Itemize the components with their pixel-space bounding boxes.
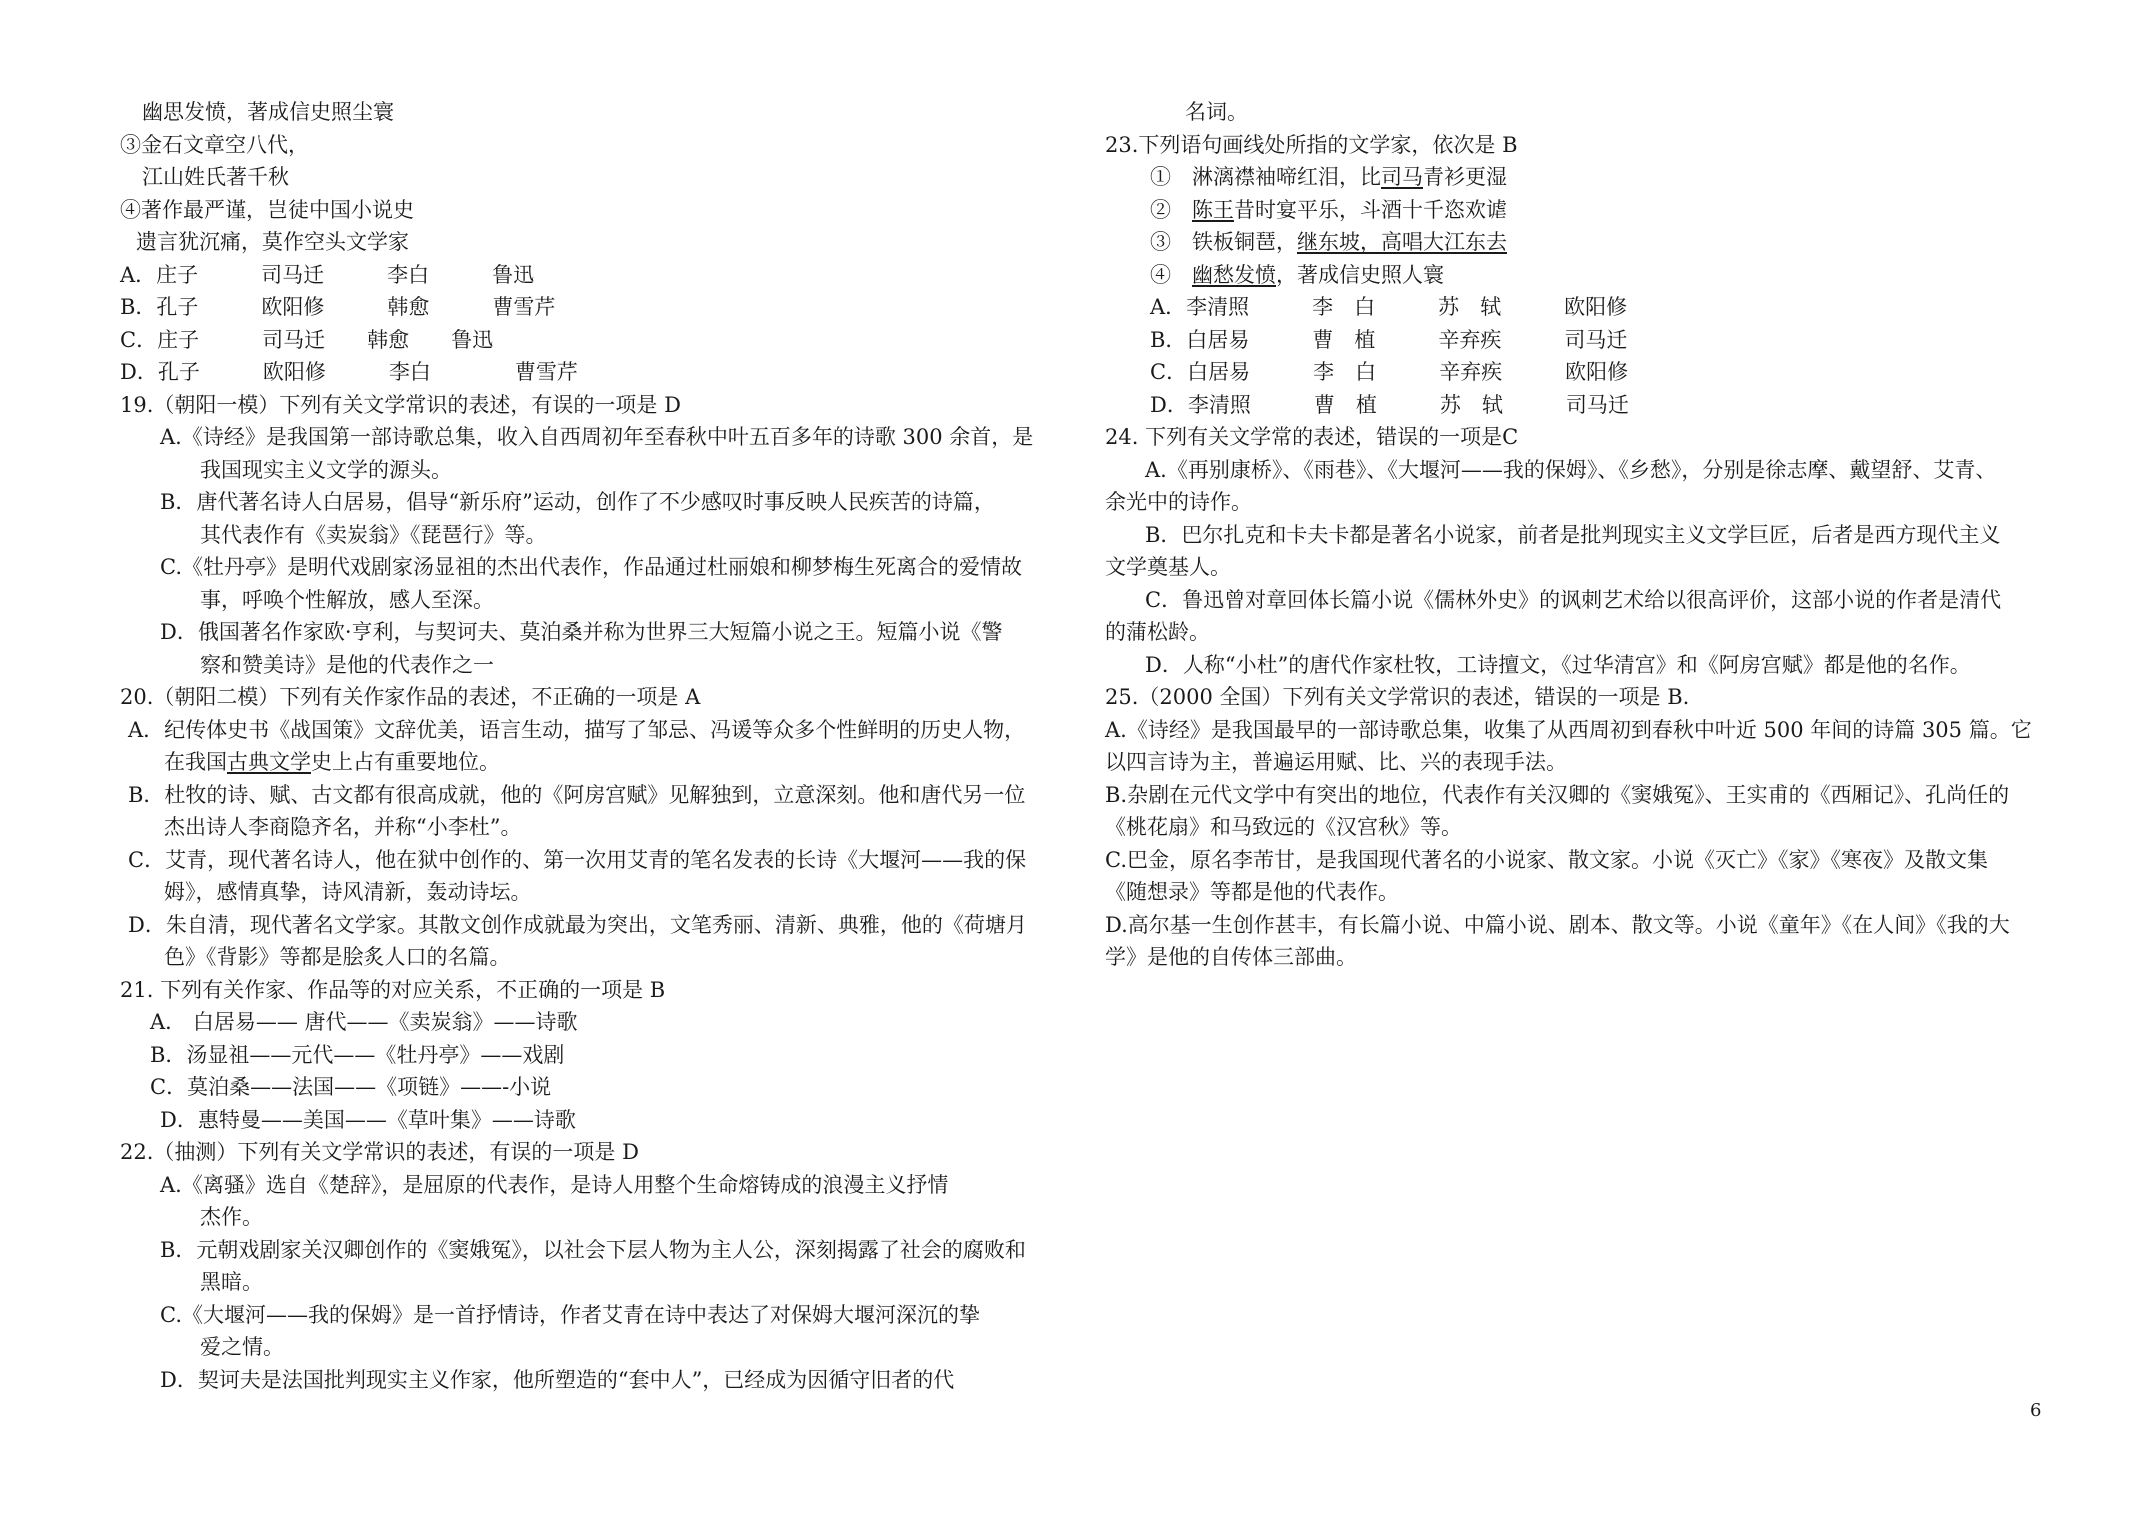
text-line: 事，呼唤个性解放，感人至深。 — [200, 587, 494, 612]
text-line: C.《牡丹亭》是明代戏剧家汤显祖的杰出代表作，作品通过杜丽娘和柳梦梅生死离合的爱情故 — [160, 555, 1022, 579]
text-line: 幽思发愤，著成信史照尘寰 — [142, 100, 394, 124]
text-line: 江山姓氏著千秋 — [142, 165, 289, 189]
text-line: 黑暗。 — [200, 1270, 263, 1294]
text-line: 遗言犹沉痛，莫作空头文学家 — [136, 230, 409, 254]
text-line: 文学奠基人。 — [1105, 555, 1231, 579]
underlined-text: 幽愁发愤 — [1192, 262, 1276, 287]
text-line: 25.（2000 全国）下列有关文学常识的表述，错误的一项是 B. — [1105, 685, 1690, 709]
text-line: ③金石文章空八代， — [120, 132, 309, 157]
text-line: 察和赞美诗》是他的代表作之一 — [200, 652, 494, 677]
text-line: C．艾青，现代著名诗人，他在狱中创作的、第一次用艾青的笔名发表的长诗《大堰河——我的保 — [128, 847, 1027, 872]
text-line: 20.（朝阳二模）下列有关作家作品的表述，不正确的一项是 A — [120, 685, 701, 709]
text-line: B．元朝戏剧家关汉卿创作的《窦娥冤》，以社会下层人物为主人公，深刻揭露了社会的腐败和 — [160, 1237, 1026, 1262]
text-line: 杰出诗人李商隐齐名，并称“小李杜”。 — [164, 815, 522, 839]
text-segment: 史上占有重要地位。 — [311, 750, 500, 774]
text-line: 的蒲松龄。 — [1105, 620, 1210, 644]
text-line: C.《大堰河——我的保姆》是一首抒情诗，作者艾青在诗中表达了对保姆大堰河深沉的挚 — [160, 1302, 980, 1327]
text-line: A．庄子 司马迁 李白 鲁迅 — [120, 262, 535, 287]
text-line: B．孔子 欧阳修 韩愈 曹雪芹 — [120, 295, 556, 319]
text-segment: 昔时宴平乐，斗酒十千恣欢谑 — [1234, 197, 1507, 222]
text-line: C．白居易 李 白 辛弃疾 欧阳修 — [1150, 360, 1629, 384]
text-line: 我国现实主义文学的源头。 — [200, 457, 452, 482]
text-line — [1105, 161, 2050, 194]
text-line: D．李清照 曹 植 苏 轼 司马迁 — [1150, 392, 1629, 417]
text-line: C．庄子 司马迁 韩愈 鲁迅 — [120, 327, 494, 352]
text-line: 余光中的诗作。 — [1105, 490, 1252, 514]
text-line: D.高尔基一生创作甚丰，有长篇小说、中篇小说、剧本、散文等。小说《童年》《在人间》《我的大 — [1105, 912, 2010, 937]
underlined-text: 继东坡，高唱大江东去 — [1297, 230, 1507, 254]
underlined-text: 陈王 — [1192, 197, 1234, 222]
text-line: 19.（朝阳一模）下列有关文学常识的表述，有误的一项是 D — [120, 392, 681, 417]
left-column — [120, 96, 1070, 1396]
text-line: 《随想录》等都是他的代表作。 — [1105, 880, 1399, 904]
text-line: B．唐代著名诗人白居易，倡导“新乐府”运动，创作了不少感叹时事反映人民疾苦的诗篇， — [160, 490, 995, 514]
text-line: 姆》，感情真挚，诗风清新，轰动诗坛。 — [164, 880, 532, 904]
text-line: 《桃花扇》和马致远的《汉宫秋》等。 — [1105, 815, 1462, 839]
text-line: 21. 下列有关作家、作品等的对应关系，不正确的一项是 B — [120, 977, 666, 1002]
text-line: A．李清照 李 白 苏 轼 欧阳修 — [1150, 295, 1628, 319]
text-line: 学》是他的自传体三部曲。 — [1105, 945, 1357, 969]
text-segment: ③ 铁板铜琶， — [1150, 230, 1297, 254]
text-line — [1105, 226, 2050, 259]
text-segment: ④ — [1150, 262, 1192, 287]
underlined-text: 古典文学 — [227, 750, 311, 774]
text-line: D．孔子 欧阳修 李白 曹雪芹 — [120, 360, 578, 384]
text-line — [1105, 194, 2050, 227]
text-line: A.《再别康桥》、《雨巷》、《大堰河——我的保姆》、《乡愁》，分别是徐志摩、戴望舒、艾青、 — [1145, 457, 1997, 482]
right-column — [1105, 96, 2050, 974]
underlined-text: 司马 — [1381, 165, 1423, 189]
text-line: D．惠特曼——美国——《草叶集》——诗歌 — [160, 1107, 576, 1132]
text-line: C.巴金，原名李芾甘，是我国现代著名的小说家、散文家。小说《灭亡》《家》《寒夜》及散文集 — [1105, 847, 1988, 872]
text-line: B.杂剧在元代文学中有突出的地位，代表作有关汉卿的《窦娥冤》、王实甫的《西厢记》、孔尚任的 — [1105, 782, 2010, 807]
text-line — [1105, 259, 2050, 292]
text-segment: 青衫更湿 — [1423, 165, 1507, 189]
text-segment: ① 淋漓襟袖啼红泪，比 — [1150, 165, 1381, 189]
text-line: 杰作。 — [200, 1205, 263, 1229]
text-line: A.《诗经》是我国第一部诗歌总集，收入自西周初年至春秋中叶五百多年的诗歌 300 余首，是 — [160, 425, 1034, 449]
text-segment: A．纪传体史书《战国策》文辞优美，语言生动，描写了邹忌、冯谖等众多个性鲜明的历史人物， — [128, 717, 1026, 742]
text-line: ④著作最严谨，岂徒中国小说史 — [120, 197, 414, 222]
text-line: 其代表作有《卖炭翁》《琵琶行》等。 — [200, 522, 547, 547]
text-line: B．杜牧的诗、赋、古文都有很高成就，他的《阿房宫赋》见解独到，立意深刻。他和唐代另一位 — [128, 782, 1026, 807]
page-number: 6 — [2030, 1400, 2042, 1421]
text-line: A.《诗经》是我国最早的一部诗歌总集，收集了从西周初到春秋中叶近 500 年间的诗篇 305 篇。它 — [1105, 717, 2032, 742]
text-line: 以四言诗为主，普遍运用赋、比、兴的表现手法。 — [1105, 750, 1567, 774]
text-line: 22.（抽测）下列有关文学常识的表述，有误的一项是 D — [120, 1140, 639, 1164]
text-line — [120, 714, 1070, 747]
text-line: 色》《背影》等都是脍炙人口的名篇。 — [164, 945, 511, 969]
text-line: 名词。 — [1185, 100, 1248, 124]
text-line: D．朱自清，现代著名文学家。其散文创作成就最为突出，文笔秀丽、清新、典雅，他的《荷塘月 — [128, 912, 1027, 937]
text-line: A.《离骚》选自《楚辞》，是屈原的代表作，是诗人用整个生命熔铸成的浪漫主义抒情 — [160, 1172, 949, 1197]
text-line: C．莫泊桑——法国——《项链》——-小说 — [150, 1075, 552, 1099]
text-segment: 在我国 — [164, 750, 227, 774]
text-line: 23.下列语句画线处所指的文学家，依次是 B — [1105, 132, 1518, 157]
text-line: 24. 下列有关文学常的表述，错误的一项是C — [1105, 425, 1519, 449]
text-line: 爱之情。 — [200, 1335, 284, 1359]
text-line: B．巴尔扎克和卡夫卡都是著名小说家，前者是批判现实主义文学巨匠，后者是西方现代主义 — [1145, 522, 2001, 547]
text-line: B．汤显祖——元代——《牡丹亭》——戏剧 — [150, 1042, 565, 1067]
text-line — [120, 746, 1070, 779]
text-line: D．人称“小杜”的唐代作家杜牧，工诗擅文，《过华清宫》和《阿房宫赋》都是他的名作。 — [1145, 652, 1971, 677]
text-line: D．俄国著名作家欧·亨利，与契诃夫、莫泊桑并称为世界三大短篇小说之王。短篇小说《警 — [160, 620, 1003, 644]
text-line: C．鲁迅曾对章回体长篇小说《儒林外史》的讽刺艺术给以很高评价，这部小说的作者是清代 — [1145, 587, 2002, 612]
text-segment: ② — [1150, 197, 1192, 222]
text-line: A． 白居易—— 唐代——《卖炭翁》——诗歌 — [150, 1010, 578, 1034]
text-line: B．白居易 曹 植 辛弃疾 司马迁 — [1150, 327, 1628, 352]
text-line: D．契诃夫是法国批判现实主义作家，他所塑造的“套中人”，已经成为因循守旧者的代 — [160, 1367, 955, 1392]
text-segment: ，著成信史照人寰 — [1276, 262, 1444, 287]
